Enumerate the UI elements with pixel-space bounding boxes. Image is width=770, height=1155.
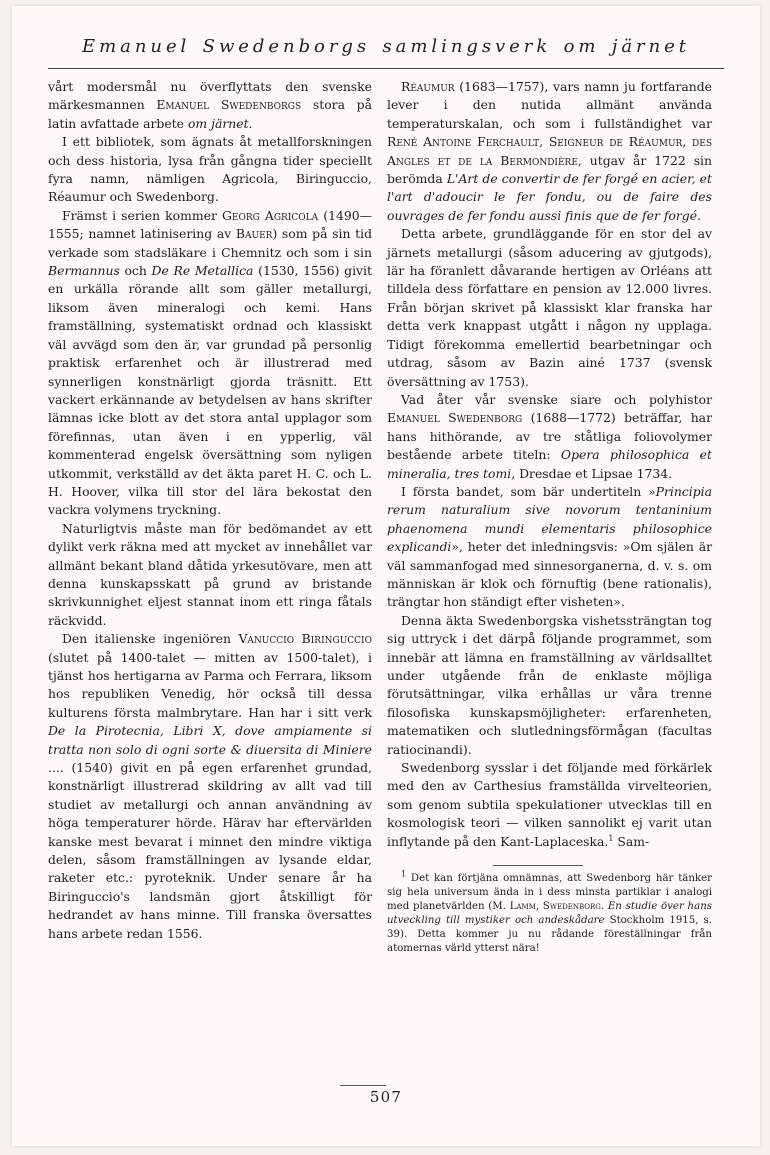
page-number: 507 [369,1088,403,1106]
paragraph [48,207,372,520]
right-column [387,78,712,956]
text: stora på latin avfattade arbete [48,97,372,131]
footnote-rule [493,865,583,866]
text: », heter det inledningsvis: »Om själen är väl sammanfogad med sinnesorganerna, d. v. s. om människan är klok och förnuftig (bene rationalis), trängtar hon ständigt efter visheten». [387,539,712,610]
paragraph [387,759,712,851]
text: Främst i serien kommer [62,207,222,223]
text: och [119,263,152,279]
paragraph [387,612,712,759]
author-name: Lamm, Swedenborg. [509,901,605,913]
text: Denna äkta Swedenborgska vishetssträngtan tog sig uttryck i det därpå följande programmet, som innebär att lämna en framställning av världsalltet under utgående från de enklaste möjliga förutsättningar, vilka erhållas ur våra trenne filosofiska kunskapsmöjligheter: erfarenheten, matematiken och slutledningsförmågan (facultas ratiocinandi). [387,612,712,757]
text: (1688—1772) beträffar, har hans hithörande, av tre ståtliga foliovolymer bestående arbete titeln: [387,410,712,463]
text: I första bandet, som bär undertiteln » [401,483,656,499]
text: .... (1540) givit en på egen erfarenhet grundad, konstnärligt illustrerad skildring av allt vad till studiet av metallurgi och annan användning av höga temperaturer hörde. Härav har eftervärlden kanske mest bevarat i minnet den mindre viktiga delen, såsom framställningen av lysande eldar, raketer etc.: pyroteknik. Under senare år ha Biringuccio's landsmän gjort åtskilligt för hedrandet av hans minne. Till franska översattes hans arbete redan 1556. [48,760,372,941]
author-name: Réaumur [401,79,455,94]
text: Det kan förtjäna omnämnas, att Swedenborg här tänker sig hela universum ända in i dess minsta partiklar i analogi med planetvärlden (M. [387,873,712,913]
text: utgav år 1722 sin berömda [387,152,712,187]
footnote-mark: 1 [401,869,407,879]
text: (1683—1757), vars namn ju fortfarande lever i den nutida allmänt använda temperaturskalan, och som i fullständighet var [387,79,712,131]
paragraph [387,483,712,612]
work-title: De la Pirotecnia, Libri X, dove ampiamente si tratta non solo di ogni sorte & diuersita di Miniere [48,723,372,757]
text: (slutet på 1400-talet — mitten av 1500-talet), i tjänst hos hertigarna av Parma och Ferrara, liksom hos republiken Venedig, hör också till dessa kulturens första malmbrytare. Han har i sitt verk [48,649,372,720]
paragraph [387,225,712,391]
text: ) som på sin tid verkade som stadsläkare i Chemnitz och som i sin [48,226,372,260]
text: Naturligtvis måste man för bedömandet av ett dylikt verk räkna med att mycket av innehållet var allmänt bekant bland dåtida yrkesutövare, men att denna kunskapsskatt på grund av bristande skrivkunnighet eljest stannat inom ett ringa fåtals räckvidd. [48,520,372,628]
work-title: Principia rerum naturalium sive novorum tentaninium phaenomena mundi elementaris philosophice explicandi [387,483,712,555]
work-title: om järnet. [187,115,253,131]
author-name: Emanuel Swedenborg [387,410,523,426]
paragraph [48,520,372,630]
paragraph [48,630,372,943]
work-title: De Re Metallica [151,263,254,279]
text: Stockholm 1915, s. 39). Detta kommer ju nu rådande föreställningar från atomernas värld ytterst nära! [387,915,712,955]
author-name: Georg Agricola [222,207,319,223]
author-name: René Antoine Ferchault, Seigneur de Réaumur, des Angles et de la Bermondière, [387,134,712,168]
paragraph [387,391,712,483]
text: Den italienske ingeniören [62,631,239,647]
author-name: Bauer [235,226,273,242]
page [12,6,760,1146]
author-name: Vanuccio Biringuccio [238,631,372,647]
footnote [387,869,712,956]
text: (1490—1555; namnet latinisering av [48,207,373,242]
text: vårt modersmål nu överflyttats den svenske märkesmannen [48,79,372,113]
folio-rule [340,1085,386,1086]
text: Dresdae et Lipsae 1734. [515,465,673,481]
text: Swedenborg sysslar i det följande med förkärlek med den av Carthesius framställda virvelteorien, som genom subtila spekulationer utvecklas till en kosmologisk teori — vilken sannolikt ej varit utan inflytande på den Kant-Laplaceska. [387,760,712,849]
header-rule [48,68,724,69]
text: I ett bibliotek, som ägnats åt metallforskningen och dess historia, lysa från gångna tider speciellt fyra namn, nämligen Agricola, Biringuccio, Réaumur och Swedenborg. [48,134,372,205]
author-name: Emanuel Swedenborgs [156,97,302,113]
text: Sam- [613,833,650,849]
text: (1530, 1556) givit en urkälla rörande allt som gäller metallurgi, liksom även mineralogi och kemi. Hans framställning, systematiskt ordnad och klassiskt väl avvägd som den är, var grundad på personlig praktisk erfarenhet och är illustrerad med synnerligen konstnärligt gjorda träsnitt. Ett vackert erkännande av betydelsen av hans skrifter lämnas icke blott av det stora antal upplagor som förefinnas, utan även i en ypperlig, väl kommenterad engelsk översättning som nyligen utkommit, verkställd av det äkta paret H. C. och L. H. Hoover, vilka till stor del lära bekostat den vackra volymens tryckning. [48,263,372,518]
left-column [48,78,372,943]
work-title: L'Art de convertir de fer forgé en acier, et l'art d'adoucir le fer fondu, ou de faire des ouvrages de fer fondu aussi finis que de fer forgé. [387,171,712,223]
work-title: En studie över hans utveckling till mystiker och andeskådare [387,901,712,927]
work-title: Bermannus [48,263,120,279]
running-header: Emanuel Swedenborgs samlingsverk om järnet [82,36,690,57]
paragraph [48,133,372,207]
footnote-ref: 1 [608,833,614,843]
text: Detta arbete, grundläggande för en stor del av järnets metallurgi (såsom aducering av gjutgods), lär ha föranlett dåvarande hertigen av Orléans att tilldela dess författare en pension av 12.000 livres. Från början skrivet på klassiskt klar franska har detta verk knappast utgått i någon ny upplaga. Tidigt förekomma emellertid bearbetningar och utdrag, såsom av Bazin ainé 1737 (svensk översättning av 1753). [387,226,712,389]
work-title: Opera philosophica et mineralia, tres tomi, [387,447,712,481]
paragraph [387,78,712,225]
paragraph [48,78,372,133]
text: Vad åter vår svenske siare och polyhistor [401,391,712,407]
